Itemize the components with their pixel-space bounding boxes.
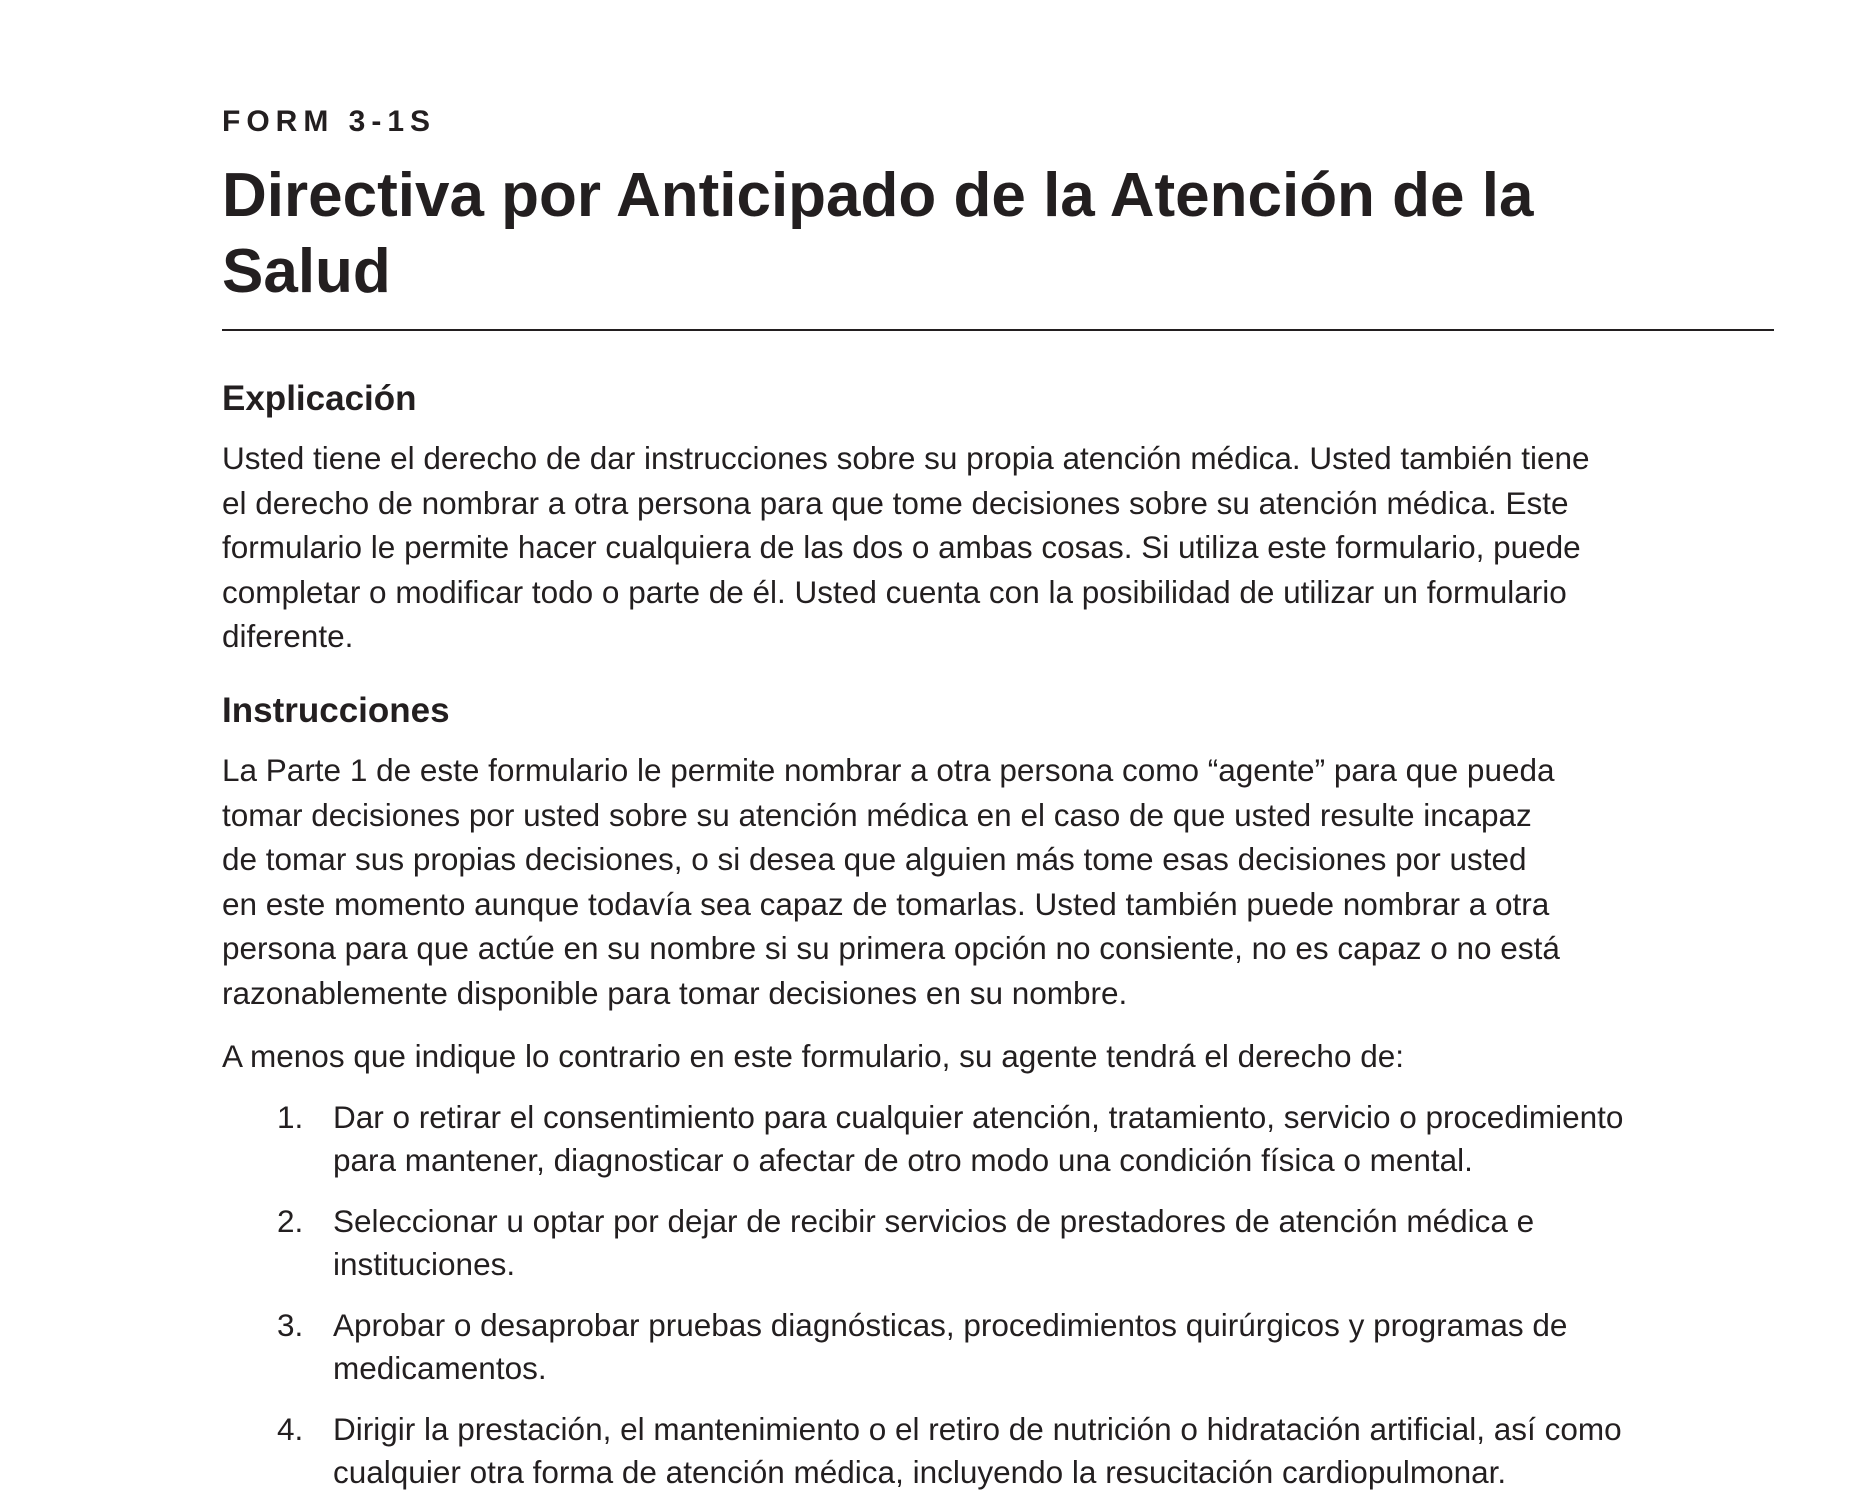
explanation-heading: Explicación <box>222 379 417 418</box>
paragraph-line: completar o modificar todo o parte de él. Usted cuenta con la posibilidad de utilizar un formulario <box>222 573 1567 610</box>
title-divider <box>222 329 1774 331</box>
list-item-line: cualquier otra forma de atención médica, incluyendo la resucitación cardiopulmonar. <box>333 1454 1507 1490</box>
list-item-line: Dirigir la prestación, el mantenimiento o el retiro de nutrición o hidratación artificial, así como <box>333 1411 1622 1447</box>
list-item-text <box>333 1200 1534 1286</box>
paragraph-line: razonablemente disponible para tomar decisiones en su nombre. <box>222 974 1128 1011</box>
paragraph-line: Usted tiene el derecho de dar instrucciones sobre su propia atención médica. Usted también tiene <box>222 440 1590 476</box>
list-item-text <box>333 1304 1567 1390</box>
paragraph-line: de tomar sus propias decisiones, o si desea que alguien más tome esas decisiones por usted <box>222 841 1527 877</box>
list-item-number: 3. <box>277 1307 304 1343</box>
instructions-heading: Instrucciones <box>222 691 450 730</box>
paragraph-line: el derecho de nombrar a otra persona para que tome decisiones sobre su atención médica. Este <box>222 484 1569 521</box>
list-item-line: Dar o retirar el consentimiento para cualquier atención, tratamiento, servicio o procedimiento <box>333 1099 1624 1135</box>
paragraph-line: A menos que indique lo contrario en este formulario, su agente tendrá el derecho de: <box>222 1038 1405 1074</box>
paragraph-line: persona para que actúe en su nombre si su primera opción no consiente, no es capaz o no está <box>222 930 1560 966</box>
list-item-number: 2. <box>277 1203 304 1239</box>
paragraph-line: La Parte 1 de este formulario le permite nombrar a otra persona como “agente” para que pueda <box>222 752 1555 788</box>
paragraph-line: diferente. <box>222 618 354 654</box>
list-item-line: para mantener, diagnosticar o afectar de otro modo una condición física o mental. <box>333 1142 1473 1178</box>
explanation-paragraph <box>222 436 1774 659</box>
instructions-paragraph <box>222 748 1774 1015</box>
paragraph-line: en este momento aunque todavía sea capaz de tomarlas. Usted también puede nombrar a otra <box>222 885 1550 922</box>
list-item-number: 1. <box>277 1099 304 1135</box>
title-line: Directiva por Anticipado de la Atención de la <box>222 161 1534 230</box>
form-label: FORM 3-1S <box>222 105 437 138</box>
list-item-text <box>333 1096 1623 1182</box>
list-item-number: 4. <box>277 1411 304 1447</box>
list-item-line: instituciones. <box>333 1246 516 1282</box>
list-item-line: Seleccionar u optar por dejar de recibir servicios de prestadores de atención médica e <box>333 1203 1535 1239</box>
list-item-text <box>333 1408 1622 1494</box>
title-line: Salud <box>222 237 391 306</box>
paragraph-line: tomar decisiones por usted sobre su atención médica en el caso de que usted resulte incapaz <box>222 796 1532 833</box>
list-item-line: Aprobar o desaprobar pruebas diagnósticas, procedimientos quirúrgicos y programas de <box>333 1307 1568 1343</box>
list-item-line: medicamentos. <box>333 1350 547 1386</box>
agent-rights-intro <box>222 1034 1774 1079</box>
document-title <box>222 158 1774 310</box>
paragraph-line: formulario le permite hacer cualquiera de las dos o ambas cosas. Si utiliza este formulario, puede <box>222 529 1581 565</box>
